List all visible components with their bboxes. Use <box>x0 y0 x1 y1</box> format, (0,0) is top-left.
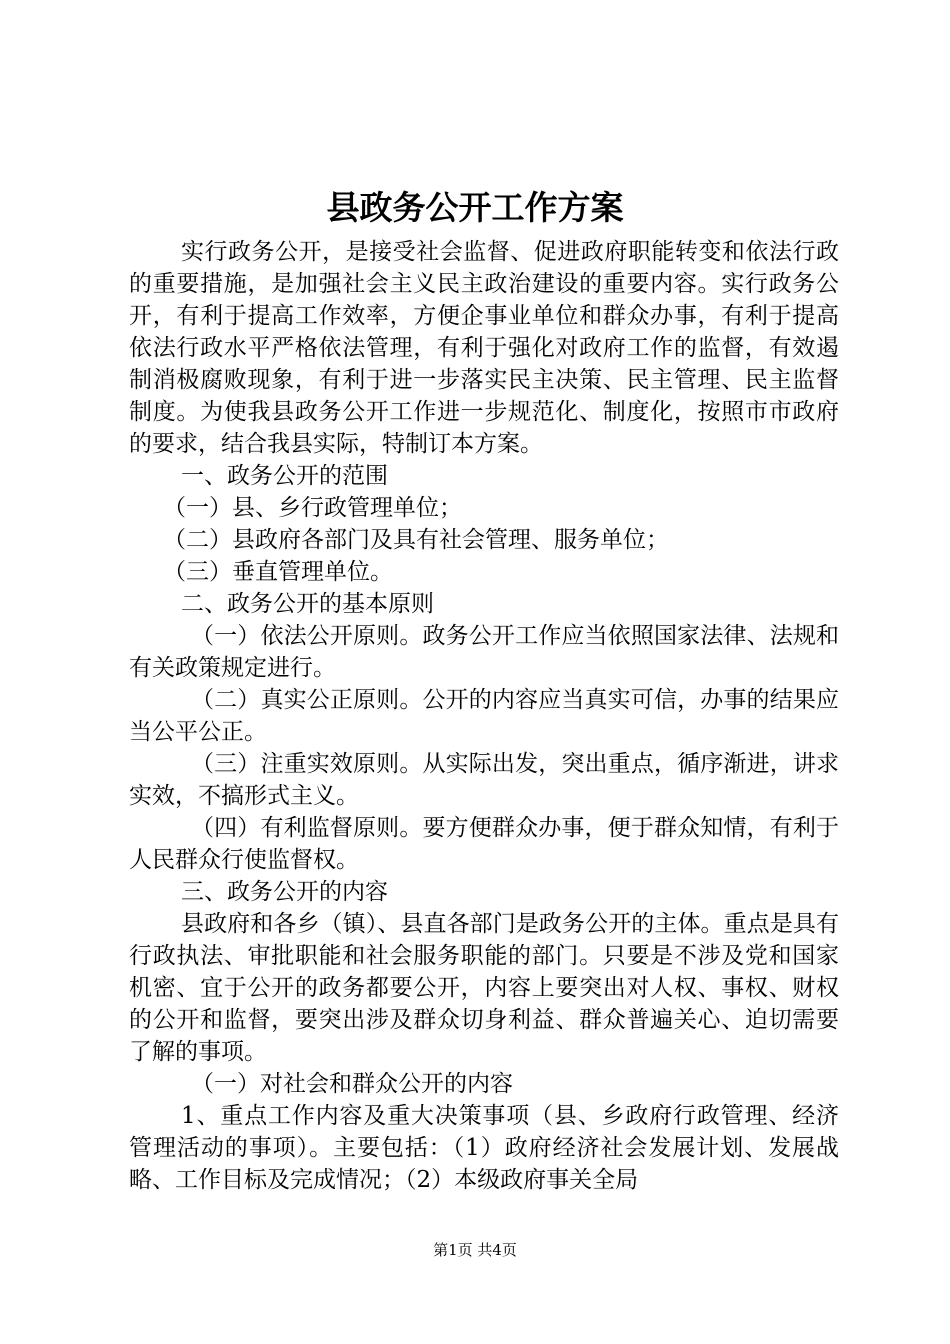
document-title: 县政务公开工作方案 <box>326 188 624 227</box>
section-heading-principles: 二、政务公开的基本原则 <box>181 591 434 617</box>
paragraph-intro: 实行政务公开，是接受社会监督、促进政府职能转变和依法行政的重要措施，是加强社会主义民主政治建设的重要内容。实行政务公开，有利于提高工作效率，方便企事业单位和群众办事，有利于提高依法行政水平严格依法管理，有利于强化对政府工作的监督，有效遏制消极腐败现象，有利于进一步落实民主决策、民主管理、民主监督制度。为使我县政务公开工作进一步规范化、制度化，按照市市政府的要求，结合我县实际，特制订本方案。 <box>129 239 839 457</box>
subsection-heading-public: （一）对社会和群众公开的内容 <box>191 1071 513 1097</box>
paragraph-content-subject: 县政府和各乡（镇）、县直各部门是政务公开的主体。重点是具有行政执法、审批职能和社会服务职能的部门。只要是不涉及党和国家机密、宜于公开的政务都要公开，内容上要突出对人权、事权、财权的公开和监督，要突出涉及群众切身利益、群众普遍关心、迫切需要了解的事项。 <box>129 911 839 1065</box>
page-number: 第1页 共4页 <box>433 1241 517 1259</box>
principle-4: （四）有利监督原则。要方便群众办事，便于群众知情，有利于人民群众行使监督权。 <box>129 815 839 873</box>
principle-2: （二）真实公正原则。公开的内容应当真实可信，办事的结果应当公平公正。 <box>129 687 839 745</box>
section-heading-scope: 一、政务公开的范围 <box>181 463 388 489</box>
document-body <box>129 236 839 1196</box>
principle-3: （三）注重实效原则。从实际出发，突出重点，循序渐进，讲求实效，不搞形式主义。 <box>129 751 839 809</box>
principle-1: （一）依法公开原则。政务公开工作应当依照国家法律、法规和有关政策规定进行。 <box>129 623 839 681</box>
scope-item-1: （一）县、乡行政管理单位； <box>163 495 462 521</box>
scope-item-2: （二）县政府各部门及具有社会管理、服务单位； <box>163 527 669 553</box>
paragraph-key-work: 1、重点工作内容及重大决策事项（县、乡政府行政管理、经济管理活动的事项）。主要包括：（1）政府经济社会发展计划、发展战略、工作目标及完成情况；（2）本级政府事关全局 <box>129 1103 839 1193</box>
section-heading-content: 三、政务公开的内容 <box>181 879 388 905</box>
scope-item-3: （三）垂直管理单位。 <box>163 559 393 585</box>
